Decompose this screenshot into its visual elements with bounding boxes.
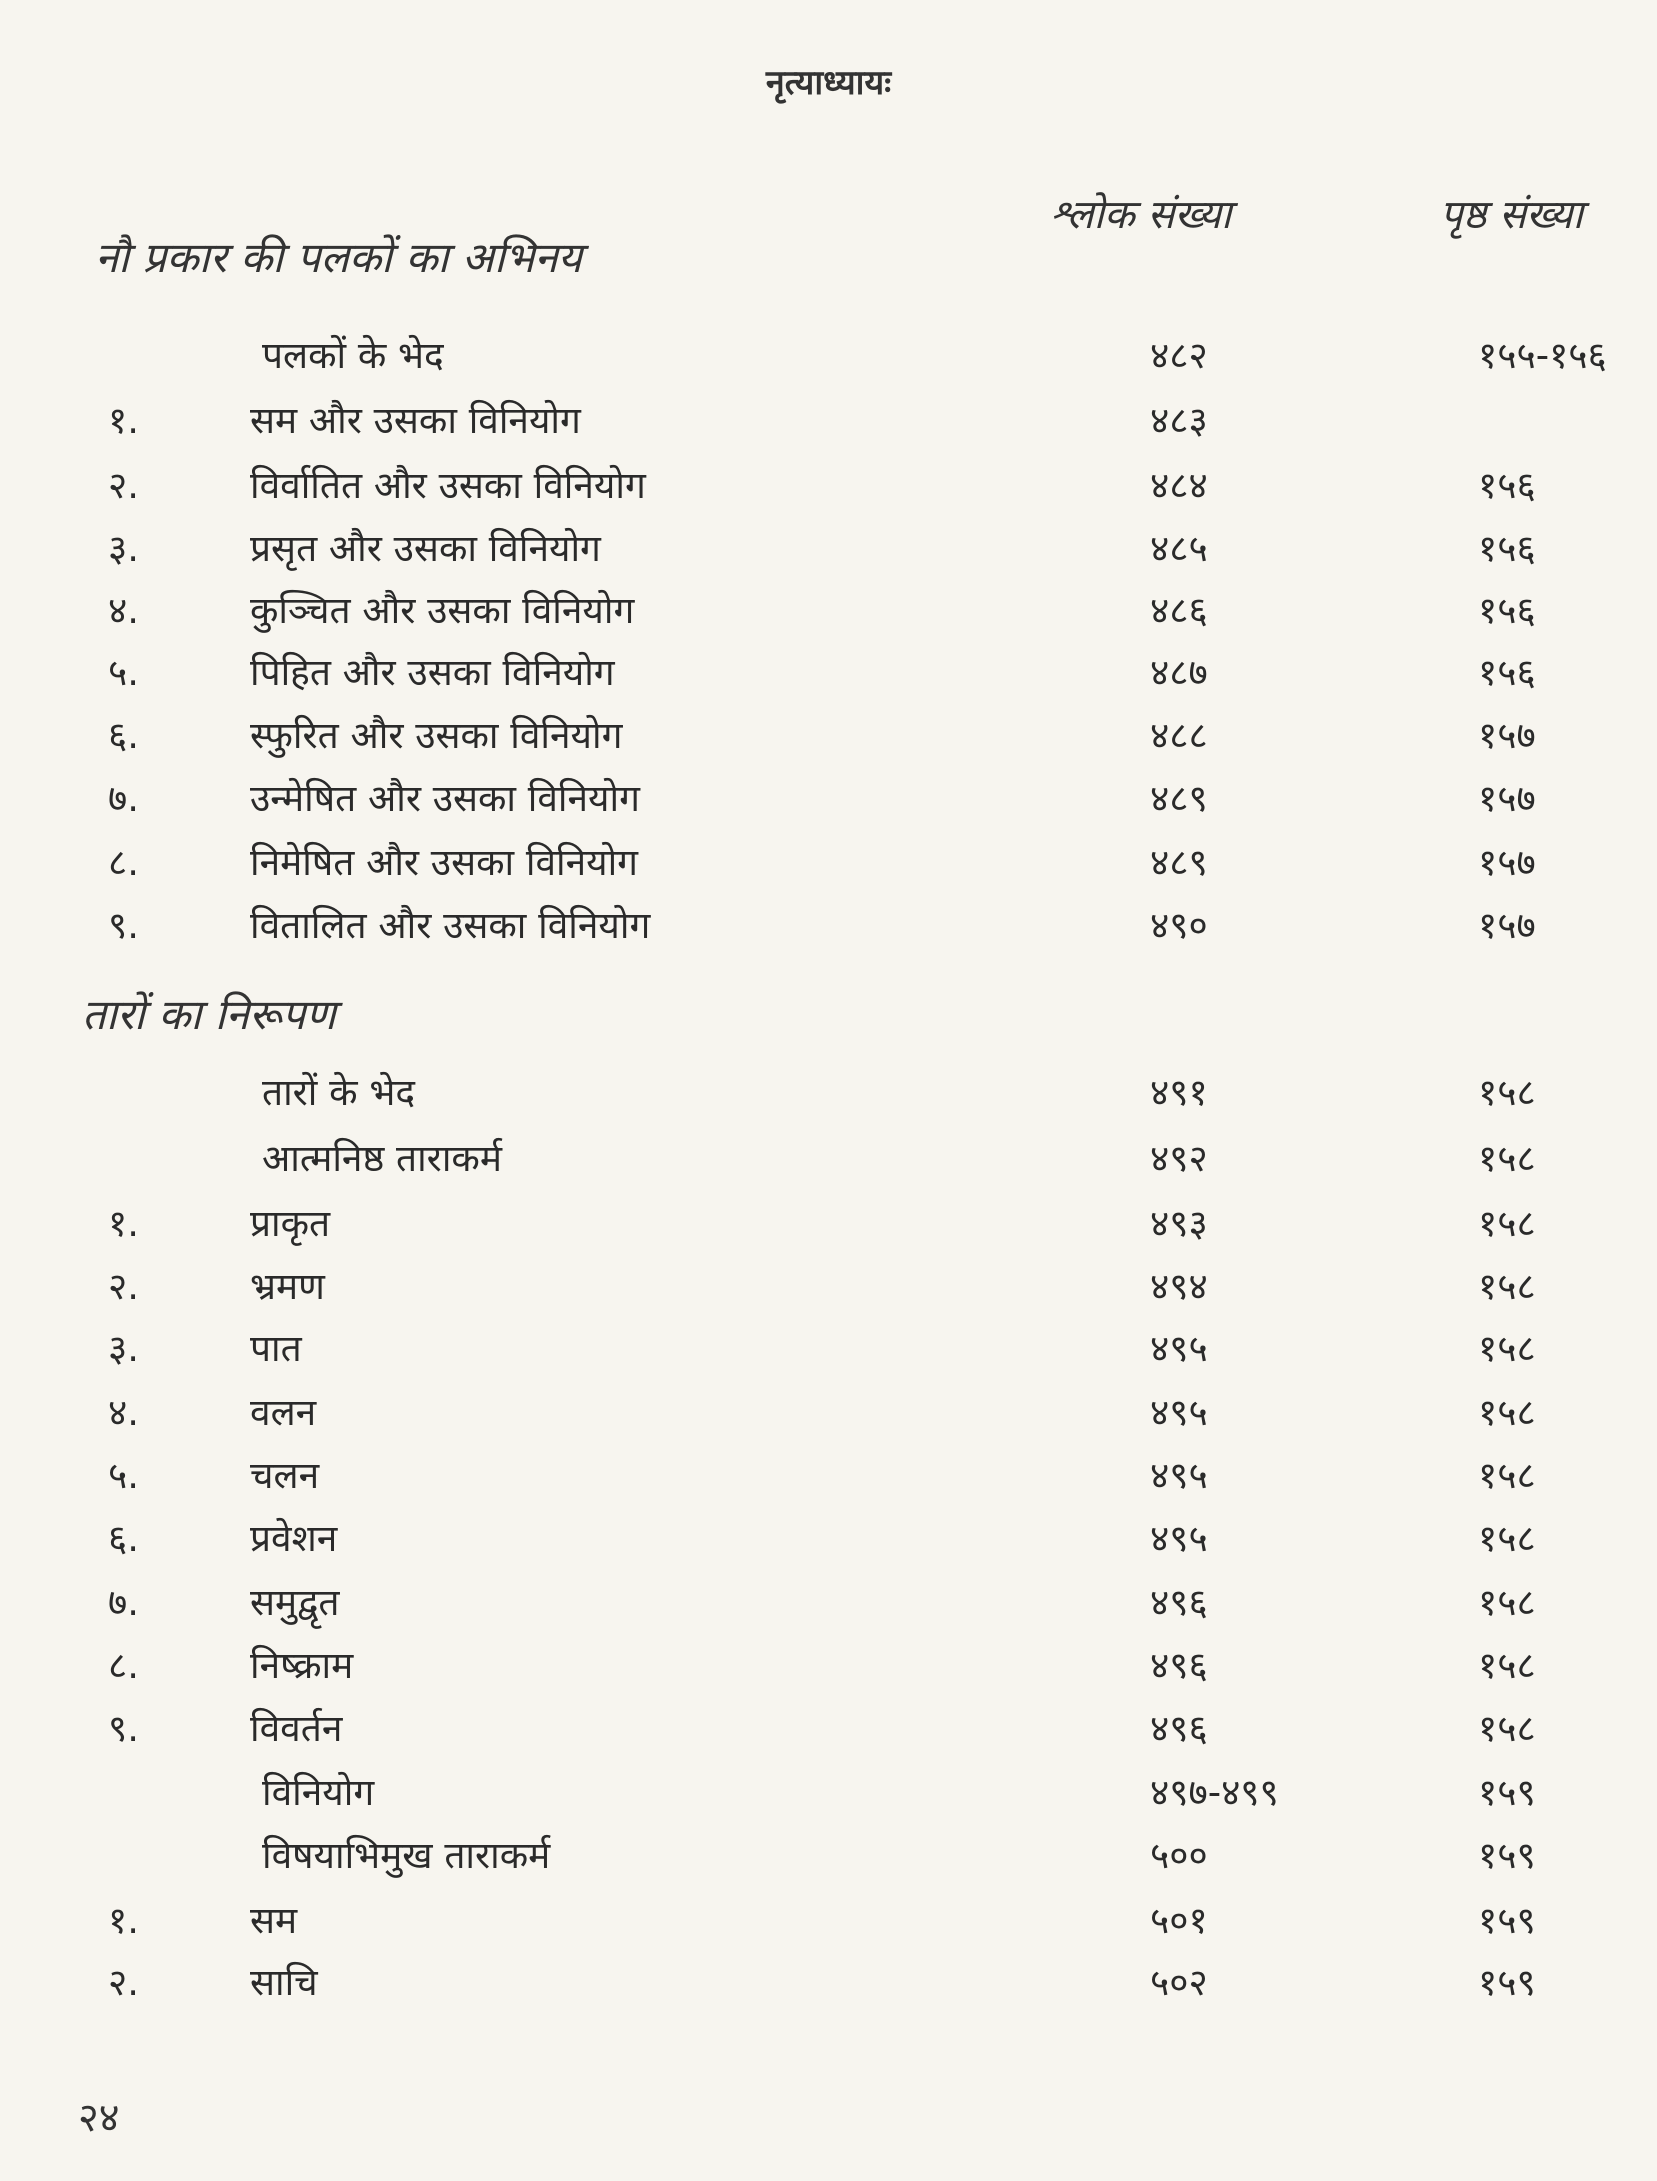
item-number: ९.: [108, 1707, 140, 1750]
shloka-number: ४९५: [1150, 1327, 1208, 1370]
page-reference: १५९: [1478, 1834, 1536, 1877]
item-label: चलन: [250, 1454, 320, 1497]
shloka-number: ४८९: [1150, 777, 1208, 820]
index-row: [0, 1572, 1657, 1634]
page-reference: १५६: [1478, 651, 1536, 694]
shloka-number: ४८५: [1150, 527, 1208, 570]
index-row: [0, 455, 1657, 517]
item-label: प्रवेशन: [250, 1517, 338, 1560]
page-reference: १५८: [1478, 1707, 1536, 1750]
page-reference: १५८: [1478, 1265, 1536, 1308]
item-number: १.: [108, 1899, 140, 1942]
index-row: [0, 1952, 1657, 2014]
shloka-number: ४९५: [1150, 1391, 1208, 1434]
item-label: विनियोग: [262, 1771, 375, 1814]
page-reference: १५५-१५६: [1478, 334, 1607, 377]
index-row: [0, 1256, 1657, 1318]
page-reference: १५७: [1478, 714, 1536, 757]
shloka-number: ४८७: [1150, 651, 1208, 694]
page-title: नृत्याध्यायः: [765, 63, 892, 103]
index-row: [0, 642, 1657, 704]
item-label: पिहित और उसका विनियोग: [250, 651, 615, 694]
shloka-number: ५०१: [1150, 1899, 1208, 1942]
item-number: ४.: [108, 1391, 140, 1434]
shloka-number: ४९७-४९९: [1150, 1771, 1279, 1814]
index-row: [0, 1890, 1657, 1952]
shloka-number: ४९५: [1150, 1454, 1208, 1497]
index-row: [0, 1508, 1657, 1570]
item-label: विर्वातित और उसका विनियोग: [250, 464, 646, 507]
item-number: २.: [108, 1265, 140, 1308]
item-number: ४.: [108, 589, 140, 632]
item-label: साचि: [250, 1961, 318, 2004]
page-reference: १५९: [1478, 1899, 1536, 1942]
shloka-number: ४८९: [1150, 841, 1208, 884]
index-row: [0, 1382, 1657, 1444]
shloka-number: ४९६: [1150, 1707, 1208, 1750]
shloka-number: ४८२: [1150, 334, 1208, 377]
item-label: वितालित और उसका विनियोग: [250, 904, 651, 947]
item-label: प्राकृत: [250, 1202, 331, 1245]
page-reference: १५७: [1478, 904, 1536, 947]
shloka-number: ४९२: [1150, 1137, 1208, 1180]
item-number: ६.: [108, 714, 140, 757]
item-label: कुञ्चित और उसका विनियोग: [250, 589, 635, 632]
item-number: ३.: [108, 1327, 140, 1370]
item-number: ५.: [108, 651, 140, 694]
index-row: [0, 390, 1657, 452]
page-reference: १५७: [1478, 841, 1536, 884]
item-label: विवर्तन: [250, 1707, 343, 1750]
item-label: सम और उसका विनियोग: [250, 399, 581, 442]
page-column-heading: पृष्ठ संख्या: [1440, 192, 1583, 238]
page-reference: १५८: [1478, 1644, 1536, 1687]
item-label: सम: [250, 1899, 298, 1942]
item-number: ७.: [108, 777, 140, 820]
index-row: [0, 325, 1657, 387]
item-label: आत्मनिष्ठ ताराकर्म: [262, 1137, 502, 1180]
page-number: २४: [78, 2095, 120, 2141]
section-title: नौ प्रकार की पलकों का अभिनय: [95, 233, 583, 282]
page-reference: १५९: [1478, 1961, 1536, 2004]
item-label: समुद्वृत: [250, 1581, 340, 1624]
item-label: प्रसृत और उसका विनियोग: [250, 527, 601, 570]
shloka-number: ५००: [1150, 1834, 1208, 1877]
page-reference: १५६: [1478, 464, 1536, 507]
shloka-number: ४८६: [1150, 589, 1208, 632]
index-row: [0, 1062, 1657, 1124]
shloka-number: ४९६: [1150, 1644, 1208, 1687]
shloka-number: ४८३: [1150, 399, 1208, 442]
index-row: [0, 1193, 1657, 1255]
index-row: [0, 1825, 1657, 1887]
index-row: [0, 1128, 1657, 1190]
index-row: [0, 705, 1657, 767]
index-row: [0, 832, 1657, 894]
shloka-number: ४८८: [1150, 714, 1208, 757]
index-row: [0, 895, 1657, 957]
item-number: ६.: [108, 1517, 140, 1560]
item-number: ८.: [108, 1644, 140, 1687]
item-number: ७.: [108, 1581, 140, 1624]
item-label: भ्रमण: [250, 1265, 325, 1308]
shloka-number: ४९५: [1150, 1517, 1208, 1560]
shloka-number: ४९४: [1150, 1265, 1208, 1308]
page-reference: १५९: [1478, 1771, 1536, 1814]
shloka-number: ५०२: [1150, 1961, 1208, 2004]
item-label: तारों के भेद: [262, 1071, 415, 1114]
page-reference: १५८: [1478, 1137, 1536, 1180]
index-row: [0, 1762, 1657, 1824]
section-title: तारों का निरूपण: [82, 990, 336, 1039]
page-reference: १५८: [1478, 1391, 1536, 1434]
item-label: निमेषित और उसका विनियोग: [250, 841, 639, 884]
page-reference: १५८: [1478, 1327, 1536, 1370]
shloka-number: ४९३: [1150, 1202, 1208, 1245]
item-number: ५.: [108, 1454, 140, 1497]
index-row: [0, 518, 1657, 580]
page-reference: १५६: [1478, 589, 1536, 632]
page-reference: १५६: [1478, 527, 1536, 570]
item-number: २.: [108, 1961, 140, 2004]
index-row: [0, 1445, 1657, 1507]
index-row: [0, 1318, 1657, 1380]
page-reference: १५८: [1478, 1454, 1536, 1497]
item-label: स्फुरित और उसका विनियोग: [250, 714, 623, 757]
item-label: विषयाभिमुख ताराकर्म: [262, 1834, 551, 1877]
item-number: ८.: [108, 841, 140, 884]
item-label: वलन: [250, 1391, 317, 1434]
item-label: पलकों के भेद: [262, 334, 444, 377]
index-row: [0, 580, 1657, 642]
page-reference: १५८: [1478, 1202, 1536, 1245]
page-reference: १५८: [1478, 1517, 1536, 1560]
index-row: [0, 768, 1657, 830]
page-reference: १५८: [1478, 1071, 1536, 1114]
item-label: उन्मेषित और उसका विनियोग: [250, 777, 640, 820]
item-number: ९.: [108, 904, 140, 947]
item-number: १.: [108, 1202, 140, 1245]
page-reference: १५७: [1478, 777, 1536, 820]
shloka-number: ४८४: [1150, 464, 1208, 507]
item-label: पात: [250, 1327, 302, 1370]
item-number: २.: [108, 464, 140, 507]
page-reference: १५८: [1478, 1581, 1536, 1624]
shloka-number: ४९६: [1150, 1581, 1208, 1624]
item-number: १.: [108, 399, 140, 442]
item-number: ३.: [108, 527, 140, 570]
shloka-column-heading: श्लोक संख्या: [1050, 192, 1232, 238]
index-row: [0, 1635, 1657, 1697]
shloka-number: ४९०: [1150, 904, 1208, 947]
item-label: निष्क्राम: [250, 1644, 354, 1687]
index-row: [0, 1698, 1657, 1760]
shloka-number: ४९१: [1150, 1071, 1208, 1114]
